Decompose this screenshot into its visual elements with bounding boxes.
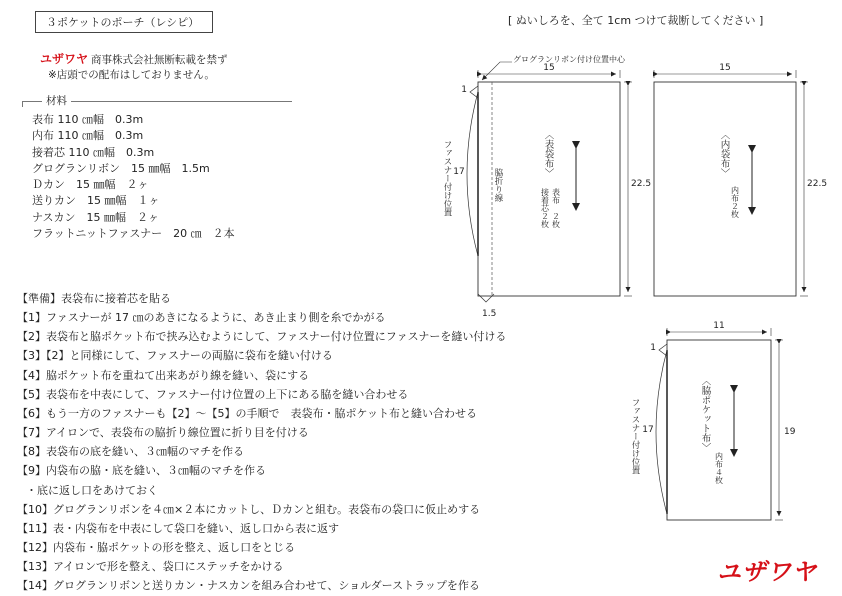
pocket-outline [667,340,771,520]
inner-bag-name: 〈内袋布〉 [718,130,730,178]
step-item: 【13】アイロンで形を整え、袋口にステッチをかける [17,560,284,574]
inner-bag-pattern [654,63,827,296]
step-item: 【5】表袋布を中表にして、ファスナー付け位置の上下にある脇を縫い合わせる [17,387,409,401]
ribbon-leader-line [482,62,512,80]
seam-allowance-notice: [ ぬいしろを、全て 1cm つけて裁断してください ] [508,14,764,27]
outer-count-fabric: 表布 ２枚 [551,188,561,228]
pocket-top-offset: 1 [650,343,656,353]
pocket-zipper-label: ファスナー付け位置 [630,398,640,475]
inner-width-label: 15 [719,63,731,73]
material-item: 接着芯 110 ㎝幅 0.3m [32,145,155,159]
step-item: 【2】表袋布と脇ポケット布で挟み込むようにして、ファスナー付け位置にファスナーを縫い付ける [17,330,507,344]
step-item: 【7】アイロンで、表袋布の脇折り線位置に折り目を付ける [17,426,309,440]
material-item: 表布 110 ㎝幅 0.3m [32,113,144,126]
material-item: フラットニットファスナー 20 ㎝ ２本 [32,227,235,241]
pocket-zipper-length: 17 [642,425,654,435]
pocket-name: 〈脇ポケット布〉 [699,376,711,452]
outer-bag-name: 〈表袋布〉 [542,130,554,178]
step-item: 【10】グログランリボンを４㎝×２本にカットし、Ｄカンと組む。表袋布の袋口に仮止めする [17,502,481,516]
pocket-height-label: 19 [784,427,796,437]
outer-height-label: 22.5 [631,179,652,189]
brand-logo: ユザワヤ [717,558,817,586]
inner-height-label: 22.5 [807,179,828,189]
inner-bag-outline [654,82,796,296]
copyright-text: 商事株式会社無断転載を禁ず [91,54,228,66]
outer-bottom-offset: 1.5 [482,309,497,319]
fold-line-label: 脇折り線 [493,168,503,202]
brand-name: ユザワヤ [40,52,89,66]
page-title: ３ポケットのポーチ（レシピ） [35,11,213,33]
material-item: 内布 110 ㎝幅 0.3m [32,129,144,143]
bottom-notch [478,294,494,302]
material-item: Ｄカン 15 ㎜幅 ２ヶ [32,178,149,192]
step-item: 【14】グログランリボンと送りカン・ナスカンを組み合わせて、ショルダーストラップを作る [17,579,480,593]
outer-width-label: 15 [543,63,555,73]
zipper-length-arc [467,92,478,256]
step-item: 【準備】表袋布に接着芯を貼る [17,292,171,305]
inner-count: 内布２枚 [730,186,740,218]
step-item: 【6】もう一方のファスナーも【2】～【5】の手順で 表袋布・脇ポケット布と縫い合わせる [17,406,478,420]
pocket-pattern [630,321,796,520]
step-item: 【3】【2】と同様にして、ファスナーの両脇に袋布を縫い付ける [17,349,333,363]
no-shop-note: ※店頭での配布はしておりません。 [48,69,215,81]
step-item: 【12】内袋布・脇ポケットの形を整え、返し口をとじる [17,541,296,555]
outer-top-offset: 1 [461,85,467,95]
outer-zipper-length: 17 [453,167,465,177]
outer-count-interfacing: 接着芯２枚 [540,188,550,228]
step-item: 【4】脇ポケット布を重ねて出来あがり線を縫い、袋にする [17,368,310,382]
step-item: 【11】表・内袋布を中表にして袋口を縫い、返し口から表に返す [17,521,339,535]
outer-zipper-label: ファスナー付け位置 [442,140,452,217]
outer-bag-pattern [442,54,651,319]
pocket-zipper-arc [656,350,667,514]
materials-heading: 材料 [42,93,71,108]
step-item: 【9】内袋布の脇・底を縫い、３㎝幅のマチを作る [17,464,266,478]
pocket-count: 内布４枚 [714,452,724,484]
step-item: 【8】表袋布の底を縫い、３㎝幅のマチを作る [17,445,244,459]
material-item: ナスカン 15 ㎜幅 ２ヶ [32,210,160,224]
material-item: グログランリボン 15 ㎜幅 1.5m [32,161,210,175]
step-item: ・底に返し口をあけておく [26,483,158,497]
ribbon-position-label: グログランリボン付け位置中心 [513,55,625,64]
step-item: 【1】ファスナーが 17 ㎝のあきになるように、あき止まり側を糸でかがる [17,311,386,325]
pocket-width-label: 11 [713,321,725,331]
material-item: 送りカン 15 ㎜幅 １ヶ [32,194,160,208]
